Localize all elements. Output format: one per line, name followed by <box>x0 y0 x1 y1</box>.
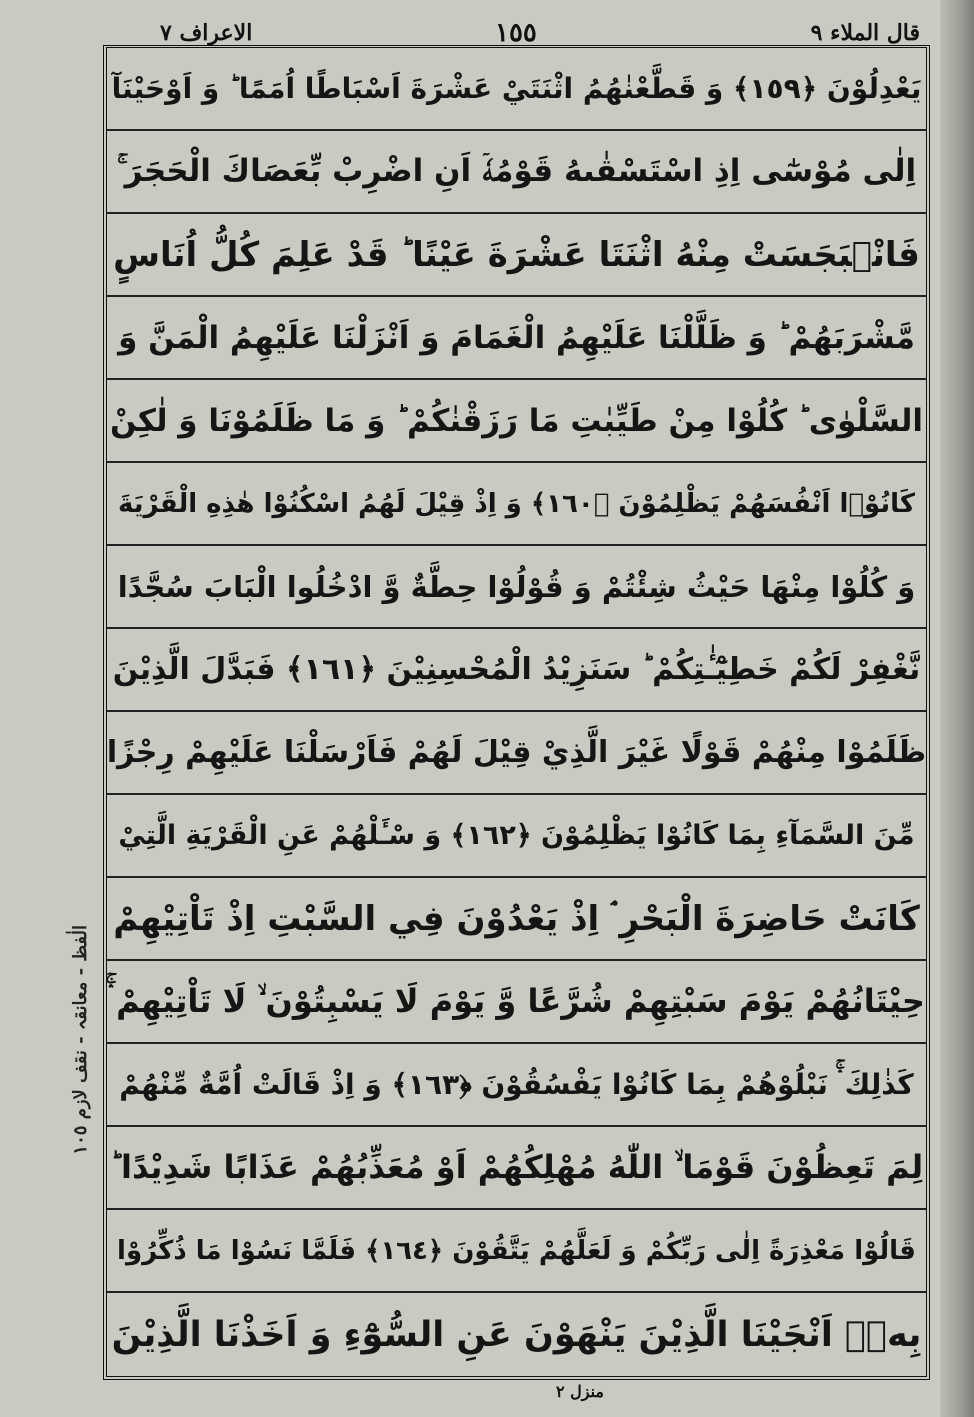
text-line-8: نَّغْفِرْ لَكُمْ خَطِيْٓـٰٔتِكُمْ ؕ سَنَزِيْدُ الْمُحْسِنِيْنَ ﴿١٦١﴾ فَبَدَّلَ الَّذِيْنَ <box>107 629 926 712</box>
header-surah-name: الاعراف ٧ <box>160 20 253 46</box>
text-line-9: ظَلَمُوْا مِنْهُمْ قَوْلًا غَيْرَ الَّذِيْ قِيْلَ لَهُمْ فَاَرْسَلْنَا عَلَيْهِمْ رِجْزًا <box>107 712 926 795</box>
margin-note <box>62 800 98 1280</box>
text-line-15: قَالُوْا مَعْذِرَةً اِلٰى رَبِّكُمْ وَ لَعَلَّهُمْ يَتَّقُوْنَ ﴿١٦٤﴾ فَلَمَّا نَسُوْا مَا ذُكِّرُوْا <box>107 1210 926 1293</box>
page-binding-edge <box>940 0 974 1417</box>
text-line-14: لِمَ تَعِظُوْنَ قَوْمَا ۙ اللّٰهُ مُهْلِكُهُمْ اَوْ مُعَذِّبُهُمْ عَذَابًا شَدِيْدًا ؕ <box>107 1127 926 1210</box>
text-line-1: يَعْدِلُوْنَ ﴿١٥٩﴾ وَ قَطَّعْنٰهُمُ اثْنَتَيْ عَشْرَةَ اَسْبَاطًا اُمَمًا ؕ وَ اَوْحَيْنَآ <box>107 48 926 131</box>
text-line-2: اِلٰى مُوْسٰٓى اِذِ اسْتَسْقٰىهُ قَوْمُهٗۤ اَنِ اضْرِبْ بِّعَصَاكَ الْحَجَرَ ۚ <box>107 131 926 214</box>
text-line-12: حِيْتَانُهُمْ يَوْمَ سَبْتِهِمْ شُرَّعًا وَّ يَوْمَ لَا يَسْبِتُوْنَ ۙ لَا تَاْتِيْهِمْ ۛۚ <box>107 961 926 1044</box>
text-line-3: فَانْۢبَجَسَتْ مِنْهُ اثْنَتَا عَشْرَةَ عَيْنًا ؕ قَدْ عَلِمَ كُلُّ اُنَاسٍ <box>107 214 926 297</box>
margin-note-text: الٰفظ - معانقہ - نقف لازم ١٠٥ <box>69 925 91 1155</box>
page-header <box>100 18 930 46</box>
text-line-10: مِّنَ السَّمَآءِ بِمَا كَانُوْا يَظْلِمُوْنَ ﴿١٦٢﴾ وَ سْـَٔلْهُمْ عَنِ الْقَرْيَةِ الَّتِيْ <box>107 795 926 878</box>
text-line-6: كَانُوْۤا اَنْفُسَهُمْ يَظْلِمُوْنَ ﴿١٦٠﴾ وَ اِذْ قِيْلَ لَهُمُ اسْكُنُوْا هٰذِهِ الْقَرْيَةَ <box>107 463 926 546</box>
text-frame <box>103 45 930 1380</box>
text-line-13: كَذٰلِكَ ۛۚ نَبْلُوْهُمْ بِمَا كَانُوْا يَفْسُقُوْنَ ﴿١٦٣﴾ وَ اِذْ قَالَتْ اُمَّةٌ مِّنْهُمْ <box>107 1044 926 1127</box>
text-line-16: بِهٖۤ اَنْجَيْنَا الَّذِيْنَ يَنْهَوْنَ عَنِ السُّوْٓءِ وَ اَخَذْنَا الَّذِيْنَ <box>111 1314 922 1355</box>
text-line-11: كَانَتْ حَاضِرَةَ الْبَحْرِ ۘ اِذْ يَعْدُوْنَ فِي السَّبْتِ اِذْ تَاْتِيْهِمْ <box>107 878 926 961</box>
text-line-5: السَّلْوٰى ؕ كُلُوْا مِنْ طَيِّبٰتِ مَا رَزَقْنٰكُمْ ؕ وَ مَا ظَلَمُوْنَا وَ لٰكِنْ <box>107 380 926 463</box>
header-page-number: ١٥٥ <box>495 18 537 48</box>
header-para-name: قال الملاء ٩ <box>810 20 920 46</box>
text-line-4: مَّشْرَبَهُمْ ؕ وَ ظَلَّلْنَا عَلَيْهِمُ الْغَمَامَ وَ اَنْزَلْنَا عَلَيْهِمُ الْمَنَّ وَ <box>107 297 926 380</box>
page-footer-manzil: منزل ٢ <box>555 1382 604 1401</box>
text-line-7: وَ كُلُوْا مِنْهَا حَيْثُ شِئْتُمْ وَ قُوْلُوْا حِطَّةٌ وَّ ادْخُلُوا الْبَابَ سُجَّدًا <box>107 546 926 629</box>
